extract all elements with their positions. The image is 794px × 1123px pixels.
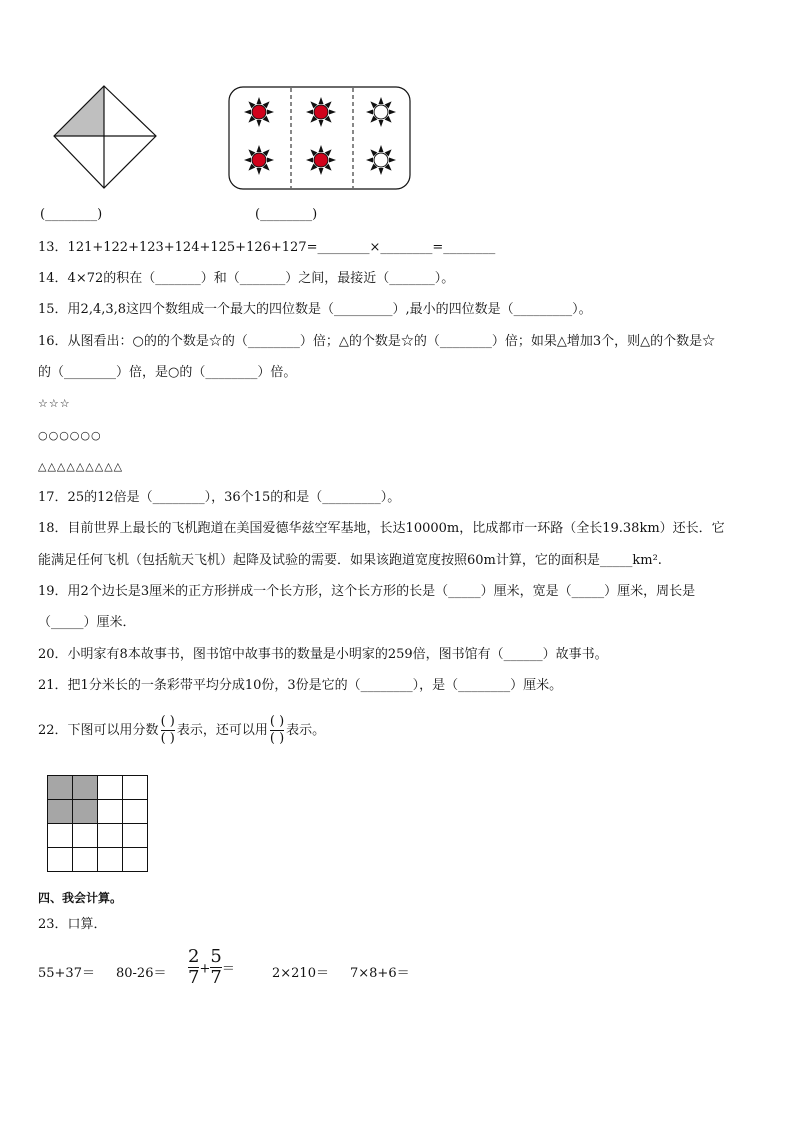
q16-line2[interactable]: 的（________）倍，是○的（________）倍。: [38, 365, 297, 380]
stars-row: ☆☆☆: [38, 397, 71, 410]
question-16: 16．从图看出：○的的个数是☆的（________）倍；△的个数是☆的（________）倍；如果△增加3个，则△的个数是☆: [38, 334, 716, 349]
q13-text[interactable]: 121+122+123+124+125+126+127=________×________=________: [67, 240, 496, 255]
fraction-blank-1[interactable]: $\frac{( )}{( )}$: [160, 714, 175, 746]
quartered-square-figure: [50, 84, 162, 192]
q21-text[interactable]: 把1分米长的一条彩带平均分成10份，3份是它的（________），是（________）厘米。: [67, 678, 563, 693]
question-21: 21．把1分米长的一条彩带平均分成10份，3份是它的（________），是（________）厘米。: [38, 678, 563, 693]
white-sun-icon: [366, 97, 396, 127]
question-15: 15．用2,4,3,8这四个数组成一个最大的四位数是（_________）,最小的四位数是（_________）。: [38, 302, 592, 317]
red-sun-icon: [306, 97, 336, 127]
q16-line1[interactable]: 从图看出：○的的个数是☆的（________）倍；△的个数是☆的（________）倍；如果△增加3个，则△的个数是☆: [67, 334, 716, 349]
white-sun-icon: [366, 145, 396, 175]
mental-math-fraction[interactable]: $\frac{2}{7}$ + $\frac{5}{7}$ ＝: [188, 946, 235, 988]
question-23: 23．口算．: [38, 917, 107, 932]
mental-math-4[interactable]: 7×8+6＝: [350, 966, 410, 981]
triangles-row: △△△△△△△△△: [38, 460, 124, 473]
q19-line2[interactable]: （_____）厘米．: [38, 615, 136, 630]
section-4-title: 四、我会计算。: [38, 891, 123, 905]
question-13: 13．121+122+123+124+125+126+127=________×________=________: [38, 240, 496, 255]
q18-line1: 目前世界上最长的飞机跑道在美国爱德华兹空军基地，长达10000m，比成都市一环路（全长19.38km）还长．它: [67, 521, 725, 536]
q14-text[interactable]: 4×72的积在（_______）和（_______）之间，最接近（_______）。: [67, 271, 455, 286]
q19-line1[interactable]: 用2个边长是3厘米的正方形拼成一个长方形，这个长方形的长是（_____）厘米，宽是（_____）厘米，周长是: [67, 584, 696, 599]
mental-math-3[interactable]: 2×210＝: [272, 966, 329, 981]
question-17: 17．25的12倍是（________），36个15的和是（_________）。: [38, 490, 401, 505]
mental-math-2[interactable]: 80-26＝: [116, 966, 167, 981]
q18-line2[interactable]: 能满足任何飞机（包括航天飞机）起降及试验的需要．如果该跑道宽度按照60m计算，它的面积是_____km².: [38, 553, 662, 568]
figure-left-answer[interactable]: (________): [40, 207, 103, 222]
question-19: 19．用2个边长是3厘米的正方形拼成一个长方形，这个长方形的长是（_____）厘米，宽是（_____）厘米，周长是: [38, 584, 696, 599]
question-14: 14．4×72的积在（_______）和（_______）之间，最接近（_______）。: [38, 271, 455, 286]
q17-text[interactable]: 25的12倍是（________），36个15的和是（_________）。: [67, 490, 401, 505]
figure-right-answer[interactable]: (________): [255, 207, 318, 222]
circles-row: ○○○○○○: [38, 429, 102, 442]
shaded-grid-figure: [47, 775, 148, 872]
red-sun-icon: [306, 145, 336, 175]
suns-box-figure: [228, 86, 412, 190]
q15-text[interactable]: 用2,4,3,8这四个数组成一个最大的四位数是（_________）,最小的四位数是（_________）。: [67, 302, 592, 317]
question-22: 22．下图可以用分数 $\frac{( )}{( )}$ 表示，还可以用 $\frac{( )}{( )}$ 表示。: [38, 714, 326, 746]
red-sun-icon: [244, 145, 274, 175]
q20-text[interactable]: 小明家有8本故事书，图书馆中故事书的数量是小明家的259倍，图书馆有（______）故事书。: [67, 647, 608, 662]
question-18: 18．目前世界上最长的飞机跑道在美国爱德华兹空军基地，长达10000m，比成都市一环路（全长19.38km）还长．它: [38, 521, 725, 536]
red-sun-icon: [244, 97, 274, 127]
fraction-blank-2[interactable]: $\frac{( )}{( )}$: [269, 714, 285, 746]
question-20: 20．小明家有8本故事书，图书馆中故事书的数量是小明家的259倍，图书馆有（______）故事书。: [38, 647, 608, 662]
mental-math-1[interactable]: 55+37＝: [38, 966, 95, 981]
